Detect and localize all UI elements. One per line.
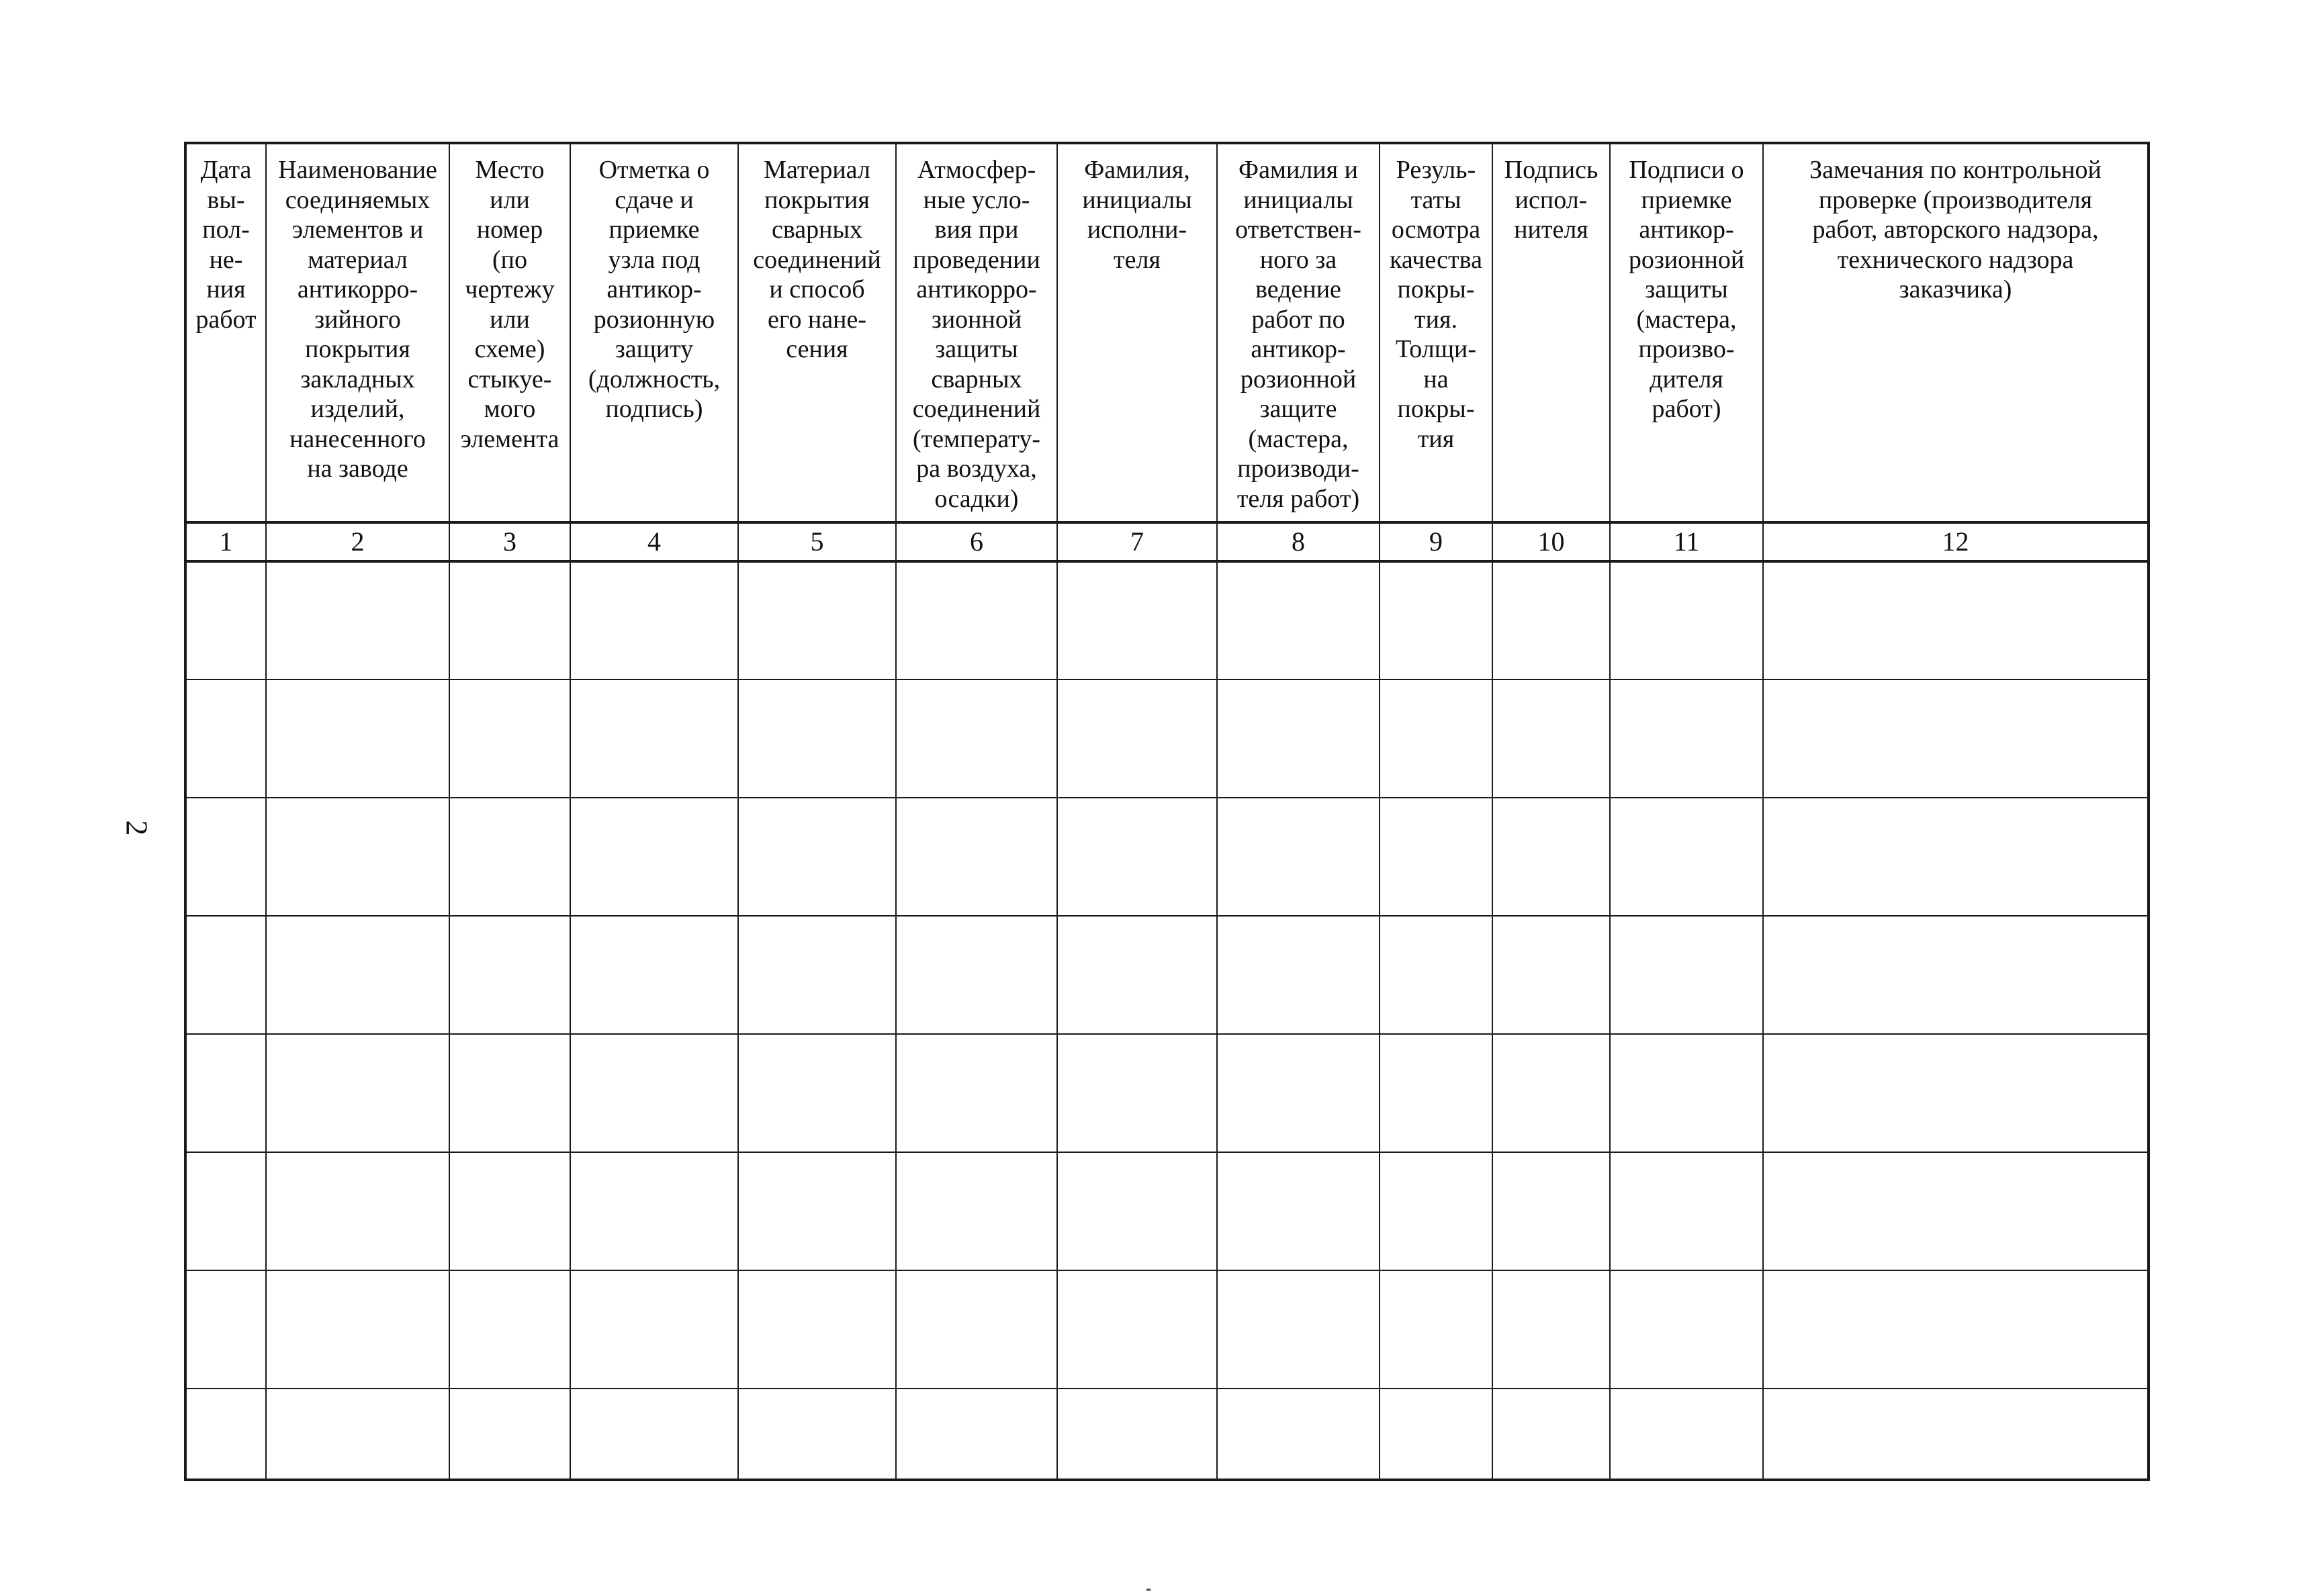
table-cell xyxy=(1492,916,1610,1034)
table-row xyxy=(185,1270,2149,1389)
column-number: 6 xyxy=(896,522,1057,561)
table-cell xyxy=(570,1152,738,1270)
column-number: 10 xyxy=(1492,522,1610,561)
table-cell xyxy=(738,1152,896,1270)
table-cell xyxy=(1380,679,1492,798)
table-cell xyxy=(185,679,266,798)
table-cell xyxy=(1217,1152,1380,1270)
column-number: 8 xyxy=(1217,522,1380,561)
table-cell xyxy=(1763,1270,2149,1389)
table-cell xyxy=(1057,916,1217,1034)
table-row xyxy=(185,679,2149,798)
table-cell xyxy=(266,1389,449,1480)
table-cell xyxy=(1610,916,1763,1034)
table-cell xyxy=(570,561,738,679)
table-cell xyxy=(266,1034,449,1152)
table-cell xyxy=(1763,916,2149,1034)
table-row xyxy=(185,1389,2149,1480)
column-number-row xyxy=(185,522,2149,561)
table-cell xyxy=(1380,1270,1492,1389)
table-row xyxy=(185,561,2149,679)
header-inspection-results: Резуль- таты осмотра качества покры- тия. Толщи- на покры- тия xyxy=(1380,143,1492,522)
table-cell xyxy=(1610,798,1763,916)
table-body xyxy=(185,561,2149,1480)
column-number: 7 xyxy=(1057,522,1217,561)
header-acceptance-signatures: Подписи о приемке антикор- розионной защиты (мастера, произво- дителя работ) xyxy=(1610,143,1763,522)
header-location: Место или номер (по чертежу или схеме) стыкуе- мого элемента xyxy=(449,143,570,522)
table-cell xyxy=(1492,1152,1610,1270)
table-cell xyxy=(1057,1389,1217,1480)
table-cell xyxy=(738,916,896,1034)
table-cell xyxy=(570,798,738,916)
table-cell xyxy=(266,1270,449,1389)
table-cell xyxy=(185,798,266,916)
table-cell xyxy=(1057,1152,1217,1270)
table-cell xyxy=(185,1270,266,1389)
table-cell xyxy=(185,1152,266,1270)
table-cell xyxy=(266,798,449,916)
table-cell xyxy=(570,916,738,1034)
table-cell xyxy=(1380,1034,1492,1152)
table-cell xyxy=(1380,1389,1492,1480)
table-cell xyxy=(1610,1270,1763,1389)
table-cell xyxy=(1057,798,1217,916)
table-cell xyxy=(570,1034,738,1152)
table-cell xyxy=(1492,1034,1610,1152)
page-number: 2 xyxy=(120,820,154,836)
table-cell xyxy=(1610,1034,1763,1152)
table-cell xyxy=(1492,1389,1610,1480)
column-number: 3 xyxy=(449,522,570,561)
table-cell xyxy=(185,1034,266,1152)
table-cell xyxy=(1217,679,1380,798)
table-cell xyxy=(449,561,570,679)
table-cell xyxy=(449,798,570,916)
column-number: 9 xyxy=(1380,522,1492,561)
column-number: 12 xyxy=(1763,522,2149,561)
table-cell xyxy=(1763,798,2149,916)
header-responsible-name: Фамилия и инициалы ответствен- ного за ведение работ по антикор- розионной защите (мастера, производи- теля работ) xyxy=(1217,143,1380,522)
table-cell xyxy=(449,1389,570,1480)
table-cell xyxy=(896,916,1057,1034)
table-row xyxy=(185,1034,2149,1152)
table-cell xyxy=(738,1034,896,1152)
table-cell xyxy=(1610,1152,1763,1270)
table-row xyxy=(185,798,2149,916)
header-coating-material: Материал покрытия сварных соединений и способ его нане- сения xyxy=(738,143,896,522)
table-cell xyxy=(449,1152,570,1270)
table-cell xyxy=(1217,1270,1380,1389)
table-cell xyxy=(185,916,266,1034)
table-cell xyxy=(266,679,449,798)
table-cell xyxy=(449,1270,570,1389)
table-cell xyxy=(570,679,738,798)
table-cell xyxy=(896,1152,1057,1270)
table-cell xyxy=(185,1389,266,1480)
table-cell xyxy=(896,1034,1057,1152)
column-number: 11 xyxy=(1610,522,1763,561)
table-cell xyxy=(570,1389,738,1480)
table-cell xyxy=(738,561,896,679)
header-remarks: Замечания по контрольной проверке (производителя работ, авторского надзора, технического надзора заказчика) xyxy=(1763,143,2149,522)
column-number: 5 xyxy=(738,522,896,561)
table-cell xyxy=(449,916,570,1034)
table-cell xyxy=(1380,798,1492,916)
table-cell xyxy=(896,561,1057,679)
table-cell xyxy=(1217,561,1380,679)
table-cell xyxy=(1610,679,1763,798)
table-cell xyxy=(1492,561,1610,679)
table-cell xyxy=(266,916,449,1034)
table-cell xyxy=(896,679,1057,798)
table-cell xyxy=(1492,679,1610,798)
table-cell xyxy=(1763,1034,2149,1152)
table-cell xyxy=(896,1389,1057,1480)
table-cell xyxy=(1763,561,2149,679)
scan-mark xyxy=(1146,1589,1151,1591)
table-cell xyxy=(738,1389,896,1480)
table-row xyxy=(185,1152,2149,1270)
table-cell xyxy=(1217,1389,1380,1480)
table-cell xyxy=(1217,798,1380,916)
table-cell xyxy=(1057,1270,1217,1389)
header-acceptance-mark: Отметка о сдаче и приемке узла под антикор- розионную защиту (должность, подпись) xyxy=(570,143,738,522)
header-row xyxy=(185,143,2149,522)
table-cell xyxy=(1057,679,1217,798)
header-weather: Атмосфер- ные усло- вия при проведении антикорро- зионной защиты сварных соединений (температу- ра воздуха, осадки) xyxy=(896,143,1057,522)
table-cell xyxy=(1380,1152,1492,1270)
table-cell xyxy=(896,798,1057,916)
header-executor-signature: Подпись испол- нителя xyxy=(1492,143,1610,522)
table-cell xyxy=(738,1270,896,1389)
header-date: Дата вы- пол- не- ния работ xyxy=(185,143,266,522)
table-cell xyxy=(1380,561,1492,679)
table-cell xyxy=(738,679,896,798)
table-cell xyxy=(1492,1270,1610,1389)
table-cell xyxy=(896,1270,1057,1389)
header-executor-name: Фамилия, инициалы исполни- теля xyxy=(1057,143,1217,522)
table-cell xyxy=(449,679,570,798)
table-cell xyxy=(1610,561,1763,679)
table-cell xyxy=(1763,1152,2149,1270)
table-cell xyxy=(1763,1389,2149,1480)
table-cell xyxy=(266,561,449,679)
table-cell xyxy=(1217,916,1380,1034)
table-cell xyxy=(1492,798,1610,916)
table-cell xyxy=(266,1152,449,1270)
column-number: 4 xyxy=(570,522,738,561)
table-cell xyxy=(738,798,896,916)
table-row xyxy=(185,916,2149,1034)
table-cell xyxy=(449,1034,570,1152)
table-cell xyxy=(1217,1034,1380,1152)
table-cell xyxy=(1610,1389,1763,1480)
table-cell xyxy=(1763,679,2149,798)
table-cell xyxy=(1057,1034,1217,1152)
table-cell xyxy=(185,561,266,679)
table-cell xyxy=(1057,561,1217,679)
column-number: 2 xyxy=(266,522,449,561)
table-cell xyxy=(1380,916,1492,1034)
header-elements-name: Наименование соединяемых элементов и материал антикорро- зийного покрытия закладных изделий, нанесенного на заводе xyxy=(266,143,449,522)
column-number: 1 xyxy=(185,522,266,561)
anticorrosion-log-table xyxy=(184,142,2150,1481)
table-cell xyxy=(570,1270,738,1389)
